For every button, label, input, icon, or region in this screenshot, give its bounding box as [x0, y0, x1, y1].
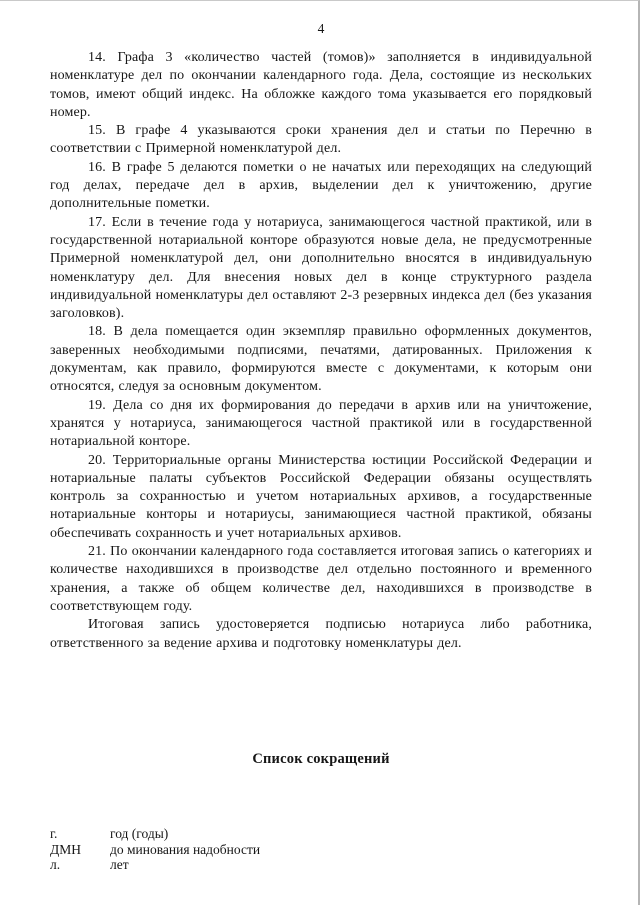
paragraph-16: 16. В графе 5 делаются пометки о не начатых или переходящих на следующий год делах, передаче дел в архив, выделении дел к уничтожению, другие дополнительные пометки.	[50, 159, 592, 212]
document-body	[50, 49, 592, 653]
abbreviation-definition: до минования надобности	[110, 841, 261, 857]
paragraph-21: 21. По окончании календарного года составляется итоговая запись о категориях и количестве находившихся в производстве дел отдельно постоянного и временного хранения, а также об общем количестве дел, находившихся в производстве в соответствующем году.	[50, 544, 592, 614]
abbreviation-term: ДМН	[50, 841, 81, 857]
paragraph-closing: Итоговая запись удостоверяется подписью нотариуса либо работника, ответственного за ведение архива и подготовку номенклатуры дел.	[50, 617, 592, 651]
abbreviation-list	[50, 826, 592, 873]
section-title-abbreviations: Список сокращений	[252, 750, 390, 767]
abbreviation-definition: год (годы)	[110, 825, 169, 841]
paragraph-15: 15. В графе 4 указываются сроки хранения дел и статьи по Перечню в соответствии с Примерной номенклатурой дел.	[50, 123, 592, 157]
abbreviation-term: л.	[50, 857, 61, 873]
abbreviation-row	[50, 842, 592, 858]
paragraph-14: 14. Графа 3 «количество частей (томов)» заполняется в индивидуальной номенклатуре дел по окончании календарного года. Дела, состоящие из нескольких томов, имеют общий индекс. На обложке каждого тома указывается его порядковый номер.	[50, 50, 592, 120]
paragraph-17: 17. Если в течение года у нотариуса, занимающегося частной практикой, или в государственной нотариальной конторе образуются новые дела, не предусмотренные Примерной номенклатурой дел, они дополнительно вносятся в индивидуальную номенклатуру дел. Для внесения новых дел в конце структурного раздела индивидуальной номенклатуры дел оставляют 2-3 резервных индекса дел (без указания заголовков).	[50, 214, 592, 322]
abbreviation-row	[50, 826, 592, 842]
paragraph-19: 19. Дела со дня их формирования до передачи в архив или на уничтожение, хранятся у нотариуса, занимающегося частной практикой или в государственной нотариальной конторе.	[50, 397, 592, 450]
paragraph-20: 20. Территориальные органы Министерства юстиции Российской Федерации и нотариальные палаты субъектов Российской Федерации обязаны осуществлять контроль за сохранностью и учетом нотариальных архивов, а государственные нотариальные конторы и нотариусы, занимающиеся частной практикой, обязаны обеспечивать сохранность и учет нотариальных архивов.	[50, 452, 592, 541]
abbreviation-definition: лет	[110, 857, 129, 873]
abbreviation-row	[50, 857, 592, 873]
page-number: 4	[317, 21, 325, 36]
abbreviation-term: г.	[50, 825, 58, 841]
paragraph-18: 18. В дела помещается один экземпляр правильно оформленных документов, заверенных необходимыми подписями, печатями, датированных. Приложения к документам, как правило, формируются вместе с документами, к которым они относятся, следуя за основным документом.	[50, 324, 592, 395]
